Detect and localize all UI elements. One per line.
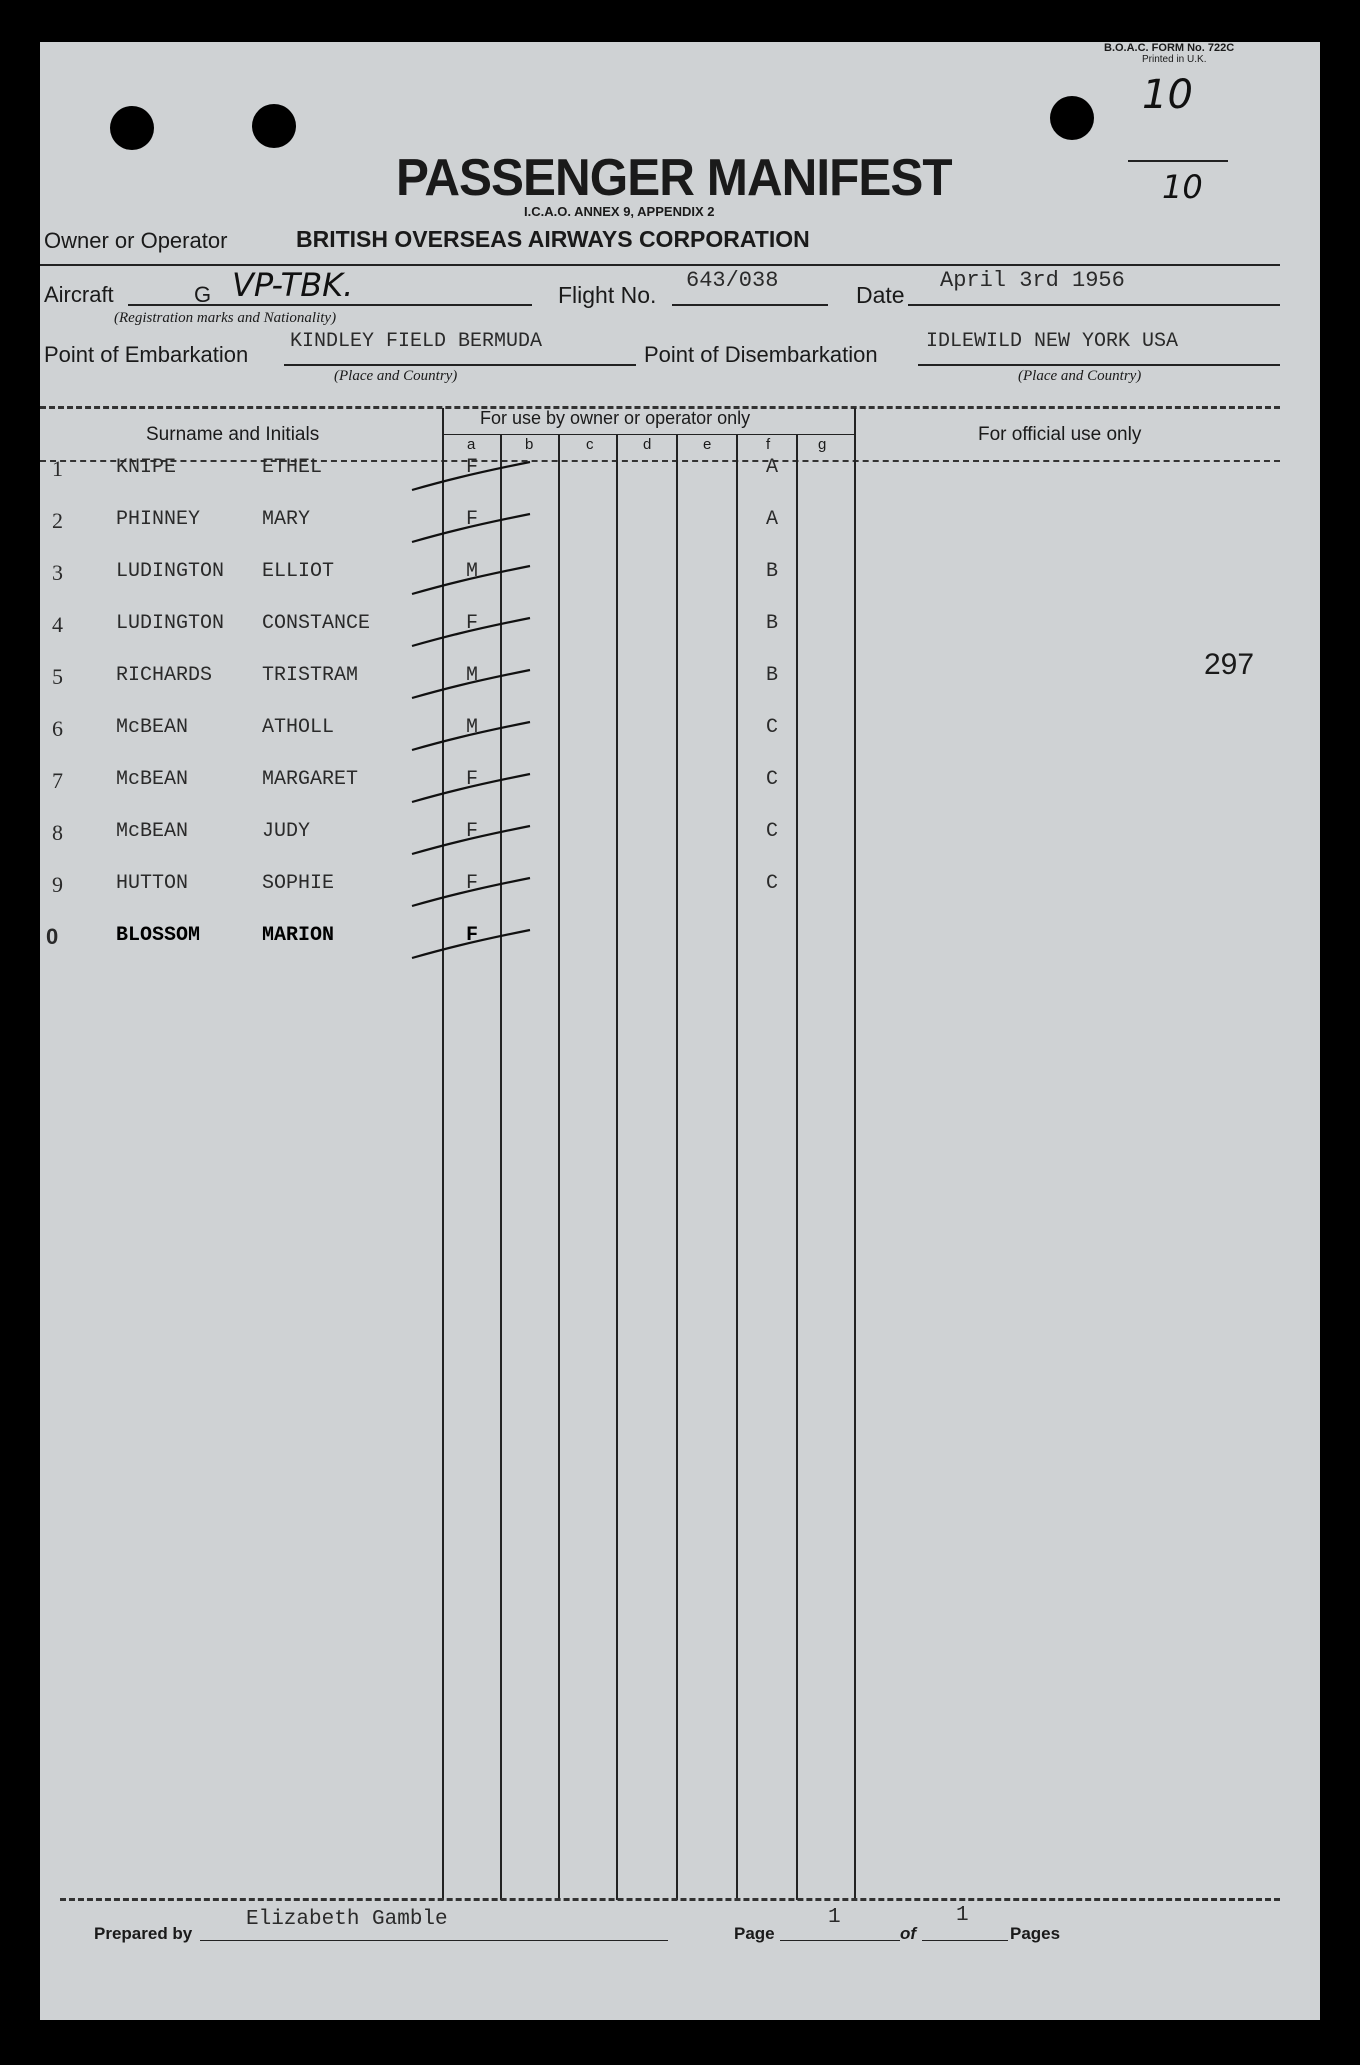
passenger-sex: M xyxy=(466,560,479,583)
name-header: Surname and Initials xyxy=(146,424,320,445)
disembarkation-note: (Place and Country) xyxy=(1018,368,1142,384)
disembarkation-value: IDLEWILD NEW YORK USA xyxy=(926,330,1179,353)
check-mark xyxy=(412,514,530,542)
row-number: 8 xyxy=(52,820,63,845)
passenger-sex: M xyxy=(466,664,479,687)
row-number: 4 xyxy=(52,612,63,637)
embarkation-value: KINDLEY FIELD BERMUDA xyxy=(290,330,543,353)
passenger-sex: F xyxy=(466,612,479,635)
passenger-given-name: TRISTRAM xyxy=(262,664,359,687)
passenger-class: C xyxy=(766,716,779,739)
passenger-sex: M xyxy=(466,716,479,739)
form-code: B.O.A.C. FORM No. 722C xyxy=(1104,42,1235,54)
row-number: 7 xyxy=(52,768,63,793)
passenger-given-name: ETHEL xyxy=(262,456,323,479)
passenger-sex: F xyxy=(466,872,479,895)
col-letter: e xyxy=(703,436,712,453)
col-letter: f xyxy=(766,436,771,453)
check-mark xyxy=(412,670,530,698)
official-use-header: For official use only xyxy=(978,424,1142,445)
owner-use-header: For use by owner or operator only xyxy=(480,408,751,428)
date-value: April 3rd 1956 xyxy=(940,268,1125,293)
row-number: 2 xyxy=(52,508,63,533)
passenger-surname: McBEAN xyxy=(116,716,189,739)
passenger-surname: KNIPE xyxy=(116,456,177,479)
aircraft-value: VP-TBK. xyxy=(232,266,354,304)
check-mark xyxy=(412,826,530,854)
check-mark xyxy=(412,722,530,750)
passenger-sex: F xyxy=(466,508,479,531)
passenger-class: C xyxy=(766,872,779,895)
aircraft-prefix: G xyxy=(194,282,212,307)
prepared-by-value: Elizabeth Gamble xyxy=(246,1908,448,1931)
check-mark xyxy=(412,774,530,802)
passenger-surname: RICHARDS xyxy=(116,664,213,687)
passenger-sex: F xyxy=(466,456,479,479)
embarkation-note: (Place and Country) xyxy=(334,368,458,384)
page-label: Page xyxy=(734,1924,775,1943)
passenger-class: B xyxy=(766,612,779,635)
check-mark xyxy=(412,618,530,646)
passenger-surname: LUDINGTON xyxy=(116,560,225,583)
row-number: 5 xyxy=(52,664,63,689)
passenger-class: C xyxy=(766,820,779,843)
row-number: 9 xyxy=(52,872,63,897)
prepared-line xyxy=(200,1940,668,1941)
passenger-given-name: JUDY xyxy=(262,820,311,843)
passenger-class: B xyxy=(766,560,779,583)
passenger-class: B xyxy=(766,664,779,687)
folio-bottom: 10 xyxy=(1162,168,1203,206)
passenger-class: A xyxy=(766,456,779,479)
passenger-given-name: MARION xyxy=(262,924,335,947)
date-label: Date xyxy=(856,282,905,308)
embarkation-label: Point of Embarkation xyxy=(44,342,249,367)
passenger-sex: F xyxy=(466,820,479,843)
footer-rule xyxy=(60,1898,1280,1901)
passenger-surname: HUTTON xyxy=(116,872,189,895)
passenger-given-name: CONSTANCE xyxy=(262,612,371,635)
subtitle: I.C.A.O. ANNEX 9, APPENDIX 2 xyxy=(524,204,715,219)
pages-label: Pages xyxy=(1010,1924,1061,1943)
passenger-surname: BLOSSOM xyxy=(116,924,201,947)
passenger-given-name: MARY xyxy=(262,508,311,531)
passenger-sex: F xyxy=(466,924,479,947)
check-mark xyxy=(412,930,530,958)
passenger-surname: McBEAN xyxy=(116,768,189,791)
of-line xyxy=(922,1940,1008,1941)
passenger-given-name: SOPHIE xyxy=(262,872,335,895)
flight-label: Flight No. xyxy=(558,282,657,308)
row-number: 0 xyxy=(46,924,59,949)
aircraft-label: Aircraft xyxy=(44,282,114,307)
disembarkation-label: Point of Disembarkation xyxy=(644,342,878,367)
page-line xyxy=(780,1940,900,1941)
passenger-given-name: ELLIOT xyxy=(262,560,335,583)
check-mark xyxy=(412,878,530,906)
folio-top: 10 xyxy=(1142,72,1193,118)
prepared-by-label: Prepared by xyxy=(94,1924,193,1943)
passenger-surname: PHINNEY xyxy=(116,508,201,531)
owner-label: Owner or Operator xyxy=(44,228,228,253)
page-title: PASSENGER MANIFEST xyxy=(396,149,952,207)
flight-value: 643/038 xyxy=(686,268,779,293)
form-printed: Printed in U.K. xyxy=(1142,54,1207,65)
page-total: 1 xyxy=(956,1904,969,1927)
row-number: 3 xyxy=(52,560,63,585)
col-letter: g xyxy=(818,436,827,453)
of-label: of xyxy=(900,1924,917,1943)
passenger-surname: McBEAN xyxy=(116,820,189,843)
check-mark xyxy=(412,566,530,594)
passenger-given-name: ATHOLL xyxy=(262,716,335,739)
passenger-surname: LUDINGTON xyxy=(116,612,225,635)
col-letter: b xyxy=(525,436,534,453)
official-stamp-number: 297 xyxy=(1204,648,1255,681)
page-number: 1 xyxy=(828,1906,841,1929)
col-letter: a xyxy=(467,436,476,453)
row-number: 6 xyxy=(52,716,63,741)
aircraft-note: (Registration marks and Nationality) xyxy=(114,310,337,326)
check-mark xyxy=(412,462,530,490)
owner-value: BRITISH OVERSEAS AIRWAYS CORPORATION xyxy=(296,226,810,252)
col-letter: d xyxy=(643,436,652,453)
row-number: 1 xyxy=(52,456,63,481)
passenger-given-name: MARGARET xyxy=(262,768,359,791)
passenger-sex: F xyxy=(466,768,479,791)
passenger-class: C xyxy=(766,768,779,791)
col-letter: c xyxy=(586,436,594,453)
passenger-class: A xyxy=(766,508,779,531)
